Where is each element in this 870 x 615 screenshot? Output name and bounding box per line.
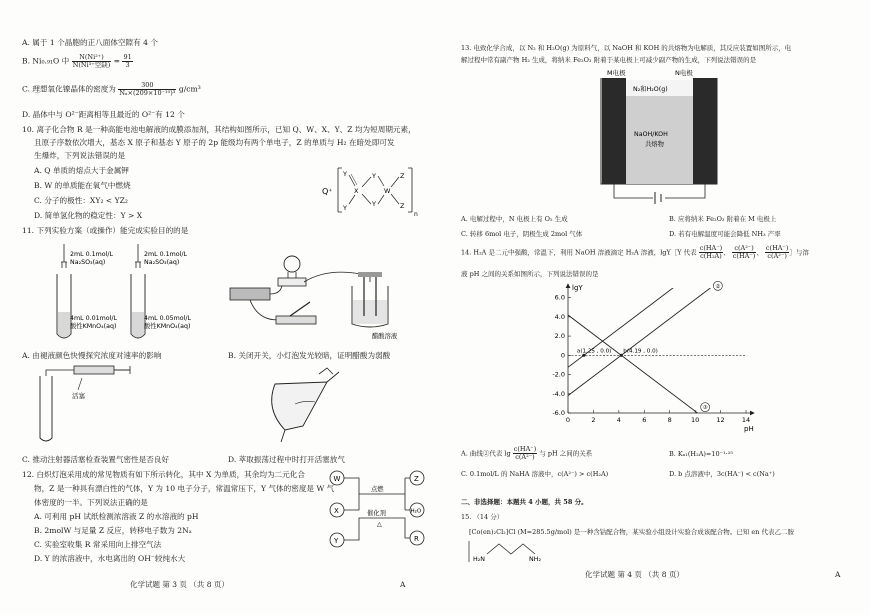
- node-y-label: Y: [334, 537, 339, 545]
- node-h2o-label: H₂O: [410, 508, 422, 515]
- q12-stem-2: 物，Z 是一种具有漂白性的气体，Y 为 10 电子分子，常温常压下，Y 气体的密度是 W 气: [34, 484, 335, 493]
- struct-y1: Y: [343, 170, 347, 178]
- y-tick-label: -2.0: [552, 370, 565, 379]
- en-structure: [465, 538, 575, 564]
- page-3-mark: A: [400, 580, 406, 589]
- y-tick-label: 6.0: [554, 293, 565, 302]
- q12-stem-3: 体密度的一半。下列说法正确的是: [34, 498, 148, 507]
- q13-option-c: C. 转移 6mol 电子，阴极生成 2mol 气体: [461, 230, 583, 238]
- y-tick-label: -6.0: [552, 409, 565, 417]
- x-tick-label: 2: [591, 416, 596, 424]
- power-source-icon: [655, 192, 661, 204]
- tube1-bottom-label: 4mL 0.01mol/L: [70, 315, 118, 322]
- q15-line-1: [Co(en)₂Cl₂]Cl (M=285.5g/mol) 是一种含钴配合物，某实验小组设计实验合成该配合物。已知 en 代表乙二胺: [469, 528, 794, 536]
- x-tick-label: 8: [667, 416, 672, 424]
- stopper-label: 活塞: [72, 392, 85, 400]
- struct-z2: Z: [400, 202, 405, 210]
- y-tick-label: -4.0: [552, 389, 565, 398]
- q12-option-a: A. 可利用 pH 试纸检测浓溶液 Z 的水溶液的 pH: [34, 512, 199, 521]
- q10-stem-1: 10. 离子化合物 R 是一种高能电池电解液的成膜添加剂，其结构如图所示，已知 Q、W、X、Y、Z 均为短周期元素，: [22, 125, 416, 134]
- en-h2n-label: H₂N: [473, 556, 485, 563]
- q15-heading: 15. （14 分）: [461, 513, 504, 521]
- x-tick-label: 12: [716, 416, 725, 424]
- x-tick-label: 14: [741, 416, 751, 424]
- syringe-icon: [74, 366, 114, 374]
- q14-stem-1: 14. H₂A 是二元中强酸，常温下，利用 NaOH 溶液滴定 H₂A 溶液，lgY［Y 代表 $\frac{c(HA^-)}{\text{c(H₂A)}}$ 、 $\frac{\text{c(A²⁻)}}{c(HA^-)}$ 、 $\frac{c(HA^-)}{\text{c(A²⁻)}}$ ］与溶: [461, 244, 809, 261]
- x-axis-label: pH: [744, 425, 754, 433]
- x-tick-label: 4: [616, 416, 621, 424]
- struct-y4: Y: [372, 200, 376, 208]
- series-line-2: [568, 280, 740, 396]
- tube1-top-label2: Na₂SO₃(aq): [70, 259, 106, 266]
- q14-option-c: C. 0.1mol/L 的 NaHA 溶液中，c(A²⁻) > c(H₂A): [461, 470, 609, 478]
- q11-option-c: C. 推动注射器活塞检查装置气密性是否良好: [22, 455, 170, 464]
- tube2-bottom-label: 4mL 0.05mol/L: [144, 315, 192, 322]
- feed-gas-label: N₂和H₂O(g): [633, 86, 668, 93]
- x-tick-label: 6: [642, 416, 647, 424]
- page-4: [435, 0, 870, 615]
- arrow-mid-label: 催化剂: [367, 510, 386, 517]
- y-axis-label: lgY: [572, 284, 583, 292]
- tube2-top-label: 2mL 0.1mol/L: [144, 251, 188, 258]
- q10-option-a: A. Q 单质的熔点大于金属钾: [34, 166, 129, 175]
- y-tick-label: 2.0: [554, 332, 565, 341]
- electrolyte-label-2: 共熔物: [645, 141, 664, 148]
- switch-icon: [276, 316, 316, 324]
- en-nh2-label: NH₂: [529, 556, 541, 563]
- q13-option-d: D. 若有电解温度可能会降低 NH₃ 产率: [669, 230, 781, 238]
- q11-stem: 11. 下列实验方案（或操作）能完成实验目的的是: [22, 226, 189, 235]
- q10-structure-figure: [320, 160, 420, 220]
- q10-option-c: C. 分子的极性：XY₂ < YZ₂: [34, 196, 128, 205]
- q13-stem-2: 解过程中常有副产物 H₂ 生成，将纳米 Fe₂O₃ 附着于某电极上可减少副产物的生成，下列说法错误的是: [461, 56, 757, 64]
- electrolyte-label-1: NaOH/KOH: [634, 131, 668, 138]
- q10-stem-3: 生爆炸，下列说法错误的是: [34, 151, 126, 160]
- n-electrode-label: N电极: [675, 69, 693, 77]
- q11-option-a: A. 由褪液颜色快慢探究浓度对速率的影响: [22, 351, 162, 360]
- q11-figure-d: [255, 364, 355, 449]
- x-tick-label: 0: [565, 416, 571, 424]
- x-tick-label: 10: [691, 416, 700, 424]
- q9-option-c: C. 理想氧化镍晶体的密度为 $\frac{300}{\text{Nₐ×(209×10⁻¹⁰)³}}$ g/cm³: [22, 81, 201, 98]
- q14-option-a: A. 曲线②代表 lg $\frac{c(HA^-)}{\text{c(A²⁻)}}$ 与 pH 之间的关系: [461, 445, 593, 462]
- node-z-label: Z: [414, 475, 419, 483]
- q11-figure-a: [40, 242, 200, 347]
- q13-electrolysis-cell: [585, 66, 735, 211]
- q11-option-b: B. 关闭开关，小灯泡发光较暗，证明醋酸为弱酸: [228, 351, 391, 360]
- section-2-heading: 二、非选择题：本题共 4 小题，共 58 分。: [461, 498, 588, 506]
- page-3-footer: 化学试题 第 3 页 （共 8 页）: [130, 580, 229, 589]
- q12-option-c: C. 实验室收集 R 常采用向上排空气法: [34, 540, 162, 549]
- bulb-icon: [284, 256, 300, 272]
- q14-stem-2: 液 pH 之间的关系如图所示，下列说法错误的是: [461, 270, 599, 278]
- struct-y3: Y: [372, 172, 376, 180]
- node-w-label: W: [333, 475, 341, 483]
- point-label-2: b(4.19 , 0.0): [623, 348, 658, 355]
- m-electrode-label: M电极: [607, 69, 626, 77]
- q11-figure-c: [30, 364, 150, 449]
- node-r-label: R: [414, 535, 419, 543]
- tube2-bottom-label2: 酸性KMnO₄(aq): [144, 323, 191, 330]
- struct-q: Q⁺: [322, 187, 333, 196]
- q13-option-a: A. 电解过程中，N 电极上有 O₂ 生成: [461, 215, 568, 223]
- q10-option-d: D. 简单氢化物的稳定性：Y > X: [34, 211, 143, 220]
- q12-option-b: B. 2molW 与足量 Z 反应，转移电子数为 2Nₐ: [34, 526, 192, 535]
- q11-figure-b: [220, 246, 420, 341]
- series-label-2: ②: [715, 283, 721, 290]
- q11-option-d: D. 萃取振荡过程中时打开活塞放气: [228, 455, 345, 464]
- y-tick-label: 0: [560, 351, 565, 360]
- y-tick-label: 4.0: [554, 312, 565, 321]
- arrow-top-label: 点燃: [371, 486, 384, 493]
- q10-option-b: B. W 的单质能在氧气中燃烧: [34, 181, 131, 190]
- beaker-label: 醋酸溶液: [372, 333, 398, 340]
- point-label-1: a(1.25 , 0.0): [576, 348, 612, 355]
- q12-option-d: D. Y 的浓溶液中，水电离出的 OH⁻较纯水大: [34, 554, 186, 563]
- tube1-bottom-label2: 酸性KMnO₄(aq): [70, 323, 117, 330]
- page-4-mark: A: [835, 570, 841, 579]
- q14-option-d: D. b 点溶液中，3c(HA⁻) < c(Na⁺): [669, 470, 775, 478]
- funnel-icon: [272, 382, 327, 430]
- q14-option-b: B. Kₐ₁(H₂A)=10⁻¹·²⁵: [669, 450, 733, 458]
- series-label-3: ③: [702, 405, 708, 412]
- q13-stem-1: 13. 电致化学合成，以 N₂ 和 H₂O(g) 为原料气，以 NaOH 和 KOH 的共熔物为电解质，其反应装置如图所示，电: [461, 44, 792, 52]
- battery-icon: [230, 288, 270, 300]
- q10-stem-2: 且原子序数依次增大，基态 X 原子和基态 Y 原子的 2p 能级均有两个单电子，Z 的单质与 H₂ 在暗处即可发: [34, 138, 395, 147]
- q9-option-b: B. Ni₀.₉₁O 中 $\frac{\text{N(Ni²⁺)}}{\text{N(Ni³⁺空缺)}}$ = $\frac{91}{3}$: [22, 53, 132, 70]
- tube2-top-label2: Na₂SO₃(aq): [144, 259, 180, 266]
- arrow-mid-label2: △: [377, 521, 382, 528]
- struct-z1: Z: [400, 172, 405, 180]
- m-electrode: [602, 78, 626, 184]
- q9-option-a: A. 属于 1 个晶胞的正八面体空隙有 4 个: [22, 38, 158, 47]
- node-x-label: X: [334, 507, 339, 515]
- struct-y2: Y: [343, 204, 347, 212]
- struct-w: W: [384, 187, 391, 195]
- q14-lgy-ph-chart: [540, 280, 760, 440]
- page-4-footer: 化学试题 第 4 页 （共 8 页）: [585, 570, 684, 579]
- q13-option-b: B. 应将纳米 Fe₂O₃ 附着在 M 电极上: [669, 215, 777, 223]
- q9-option-d: D. 晶体中与 O²⁻距离相等且最近的 O²⁻有 12 个: [22, 110, 185, 119]
- q12-stem-1: 12. 白炽灯泡采用成的常见物质有如下所示转化，其中 X 为单质，其余均为二元化合: [22, 470, 305, 479]
- tube1-top-label: 2mL 0.1mol/L: [70, 251, 114, 258]
- q12-conversion-diagram: [325, 470, 430, 550]
- n-electrode: [693, 78, 717, 184]
- struct-n: n: [414, 211, 418, 218]
- struct-x: X: [354, 187, 359, 195]
